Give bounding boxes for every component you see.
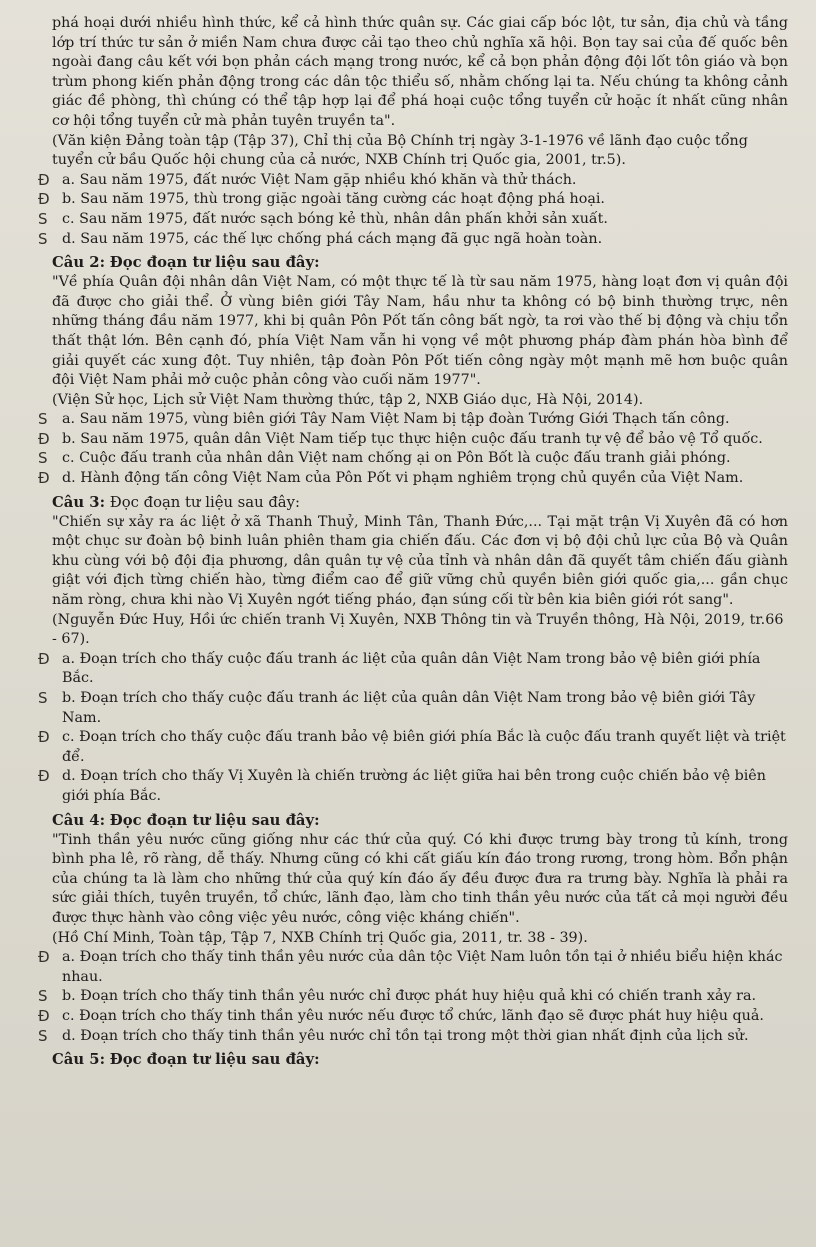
handwritten-mark: Đ [38, 429, 50, 448]
question-label: Câu 2: [52, 254, 106, 272]
answer-option [38, 1006, 788, 1027]
question-heading [52, 811, 788, 831]
answer-option [38, 987, 788, 1007]
answer-option [38, 410, 788, 430]
answer-text: d. Đoạn trích cho thấy Vị Xuyên là chiến trường ác liệt giữa hai bên trong cuộc chiến bảo vệ biên giới phía Bắc. [62, 768, 766, 804]
answer-option [38, 190, 788, 210]
answer-text: c. Đoạn trích cho thấy cuộc đấu tranh bảo vệ biên giới phía Bắc là cuộc đấu tranh quyết liệt và triệt để. [62, 729, 786, 765]
answer-text: b. Sau năm 1975, quân dân Việt Nam tiếp tục thực hiện cuộc đấu tranh tự vệ để bảo vệ Tổ quốc. [62, 430, 763, 447]
answer-text: a. Sau năm 1975, vùng biên giới Tây Nam Việt Nam bị tập đoàn Tướng Giới Thạch tấn công. [62, 411, 730, 428]
answer-text: a. Sau năm 1975, đất nước Việt Nam gặp nhiều khó khăn và thử thách. [62, 171, 577, 188]
passage-source: (Hồ Chí Minh, Toàn tập, Tập 7, NXB Chính trị Quốc gia, 2011, tr. 38 - 39). [52, 929, 588, 946]
answer-text: c. Sau năm 1975, đất nước sạch bóng kẻ thù, nhân dân phấn khởi sản xuất. [62, 210, 608, 227]
passage-text: "Tinh thần yêu nước cũng giống như các thứ của quý. Có khi được trưng bày trong tủ kính, trong bình pha lê, rõ ràng, dễ thấy. Nhưng cũng có khi cất giấu kín đáo trong rương, trong hòm. Bổn phận của chúng ta là làm cho những thứ của quý kín đáo ấy đều được đưa ra trưng bày. Nghĩa là phải ra sức giải thích, tuyên truyền, tổ chức, lãnh đạo, làm cho tinh thần yêu nước của tất cả mọi người đều được thực hành vào công việc yêu nước, công việc kháng chiến". [52, 831, 788, 926]
handwritten-mark: S [38, 689, 48, 707]
answer-option [38, 429, 788, 450]
handwritten-mark: Đ [38, 728, 50, 747]
answer-text: c. Đoạn trích cho thấy tinh thần yêu nước nếu được tổ chức, lãnh đạo sẽ được phát huy hiệu quả. [62, 1007, 764, 1024]
answer-text: a. Đoạn trích cho thấy cuộc đấu tranh ác liệt của quân dân Việt Nam trong bảo vệ biên giới phía Bắc. [62, 650, 761, 687]
answer-options [38, 170, 788, 249]
handwritten-mark: Đ [38, 948, 50, 967]
answer-text: b. Sau năm 1975, thù trong giặc ngoài tăng cường các hoạt động phá hoại. [62, 191, 605, 208]
answer-text: d. Đoạn trích cho thấy tinh thần yêu nước chỉ tồn tại trong một thời gian nhất định của lịch sử. [62, 1027, 749, 1044]
handwritten-mark: Đ [38, 767, 50, 786]
passage-text: "Chiến sự xảy ra ác liệt ở xã Thanh Thuỷ, Minh Tân, Thanh Đức,... Tại mặt trận Vị Xuyên đã có hơn một chục sư đoàn bộ binh luân phiên tham gia chiến đấu. Các đơn vị bộ đội chủ lực của Bộ và Quân khu cùng với bộ đội địa phương, dân quân tự vệ của tỉnh và nhân dân đã quyết tâm chiến đấu giành giật với địch từng chiến hào, từng điểm cao để giữ vững chủ quyền biên giới quốc gia,... gần chục năm ròng, chưa khi nào Vị Xuyên ngớt tiếng pháo, đạn súng cối từ bên kia biên giới rót sang". [52, 513, 788, 609]
answer-option [38, 689, 788, 728]
answer-option [38, 649, 788, 689]
handwritten-mark: S [38, 449, 48, 468]
question-instruction: Đọc đoạn tư liệu sau đây: [109, 254, 320, 272]
question-label: Câu 5: [52, 1051, 106, 1069]
answer-options [38, 948, 788, 1046]
question-instruction: Đọc đoạn tư liệu sau đây: [109, 493, 300, 511]
answer-text: d. Sau năm 1975, các thế lực chống phá cách mạng đã gục ngã hoàn toàn. [62, 230, 603, 247]
answer-text: b. Đoạn trích cho thấy tinh thần yêu nước chỉ được phát huy hiệu quả khi có chiến tranh xảy ra. [62, 988, 757, 1005]
handwritten-mark: Đ [38, 469, 50, 488]
passage-source: (Nguyễn Đức Huy, Hồi ức chiến tranh Vị Xuyên, NXB Thông tin và Truyền thông, Hà Nội, 2019, tr.66 - 67). [52, 611, 784, 648]
answer-text: c. Cuộc đấu tranh của nhân dân Việt nam chống ại on Pôn Bốt là cuộc đấu tranh giải phóng. [62, 450, 731, 467]
answer-option [38, 229, 788, 250]
answer-option [38, 449, 788, 469]
answer-option [38, 469, 788, 489]
handwritten-mark: Đ [38, 170, 50, 189]
answer-option [38, 170, 788, 191]
question-heading [52, 1050, 788, 1070]
answer-options [38, 410, 788, 488]
question-heading [52, 493, 788, 513]
answer-option [38, 209, 788, 230]
answer-option [38, 728, 788, 767]
answer-option [38, 1026, 788, 1047]
passage-source: (Văn kiện Đảng toàn tập (Tập 37), Chỉ thị của Bộ Chính trị ngày 3-1-1976 về lãnh đạo cuộc tổng tuyển cử bầu Quốc hội chung của cả nước, NXB Chính trị Quốc gia, 2001, tr.5). [52, 132, 748, 169]
answer-option [38, 948, 788, 987]
passage-text: "Về phía Quân đội nhân dân Việt Nam, có một thực tế là từ sau năm 1975, hàng loạt đơn vị quân đội đã được cho giải thể. Ở vùng biên giới Tây Nam, hầu như ta không có bộ binh thường trực, nên những tháng đầu năm 1977, khi bị quân Pôn Pốt tấn công bất ngờ, ta rơi vào thế bị động và chịu tổn thất thật lớn. Bên cạnh đó, phía Việt Nam vẫn hi vọng về một phương pháp đàm phán hòa bình để giải quyết các xung đột. Tuy nhiên, tập đoàn Pôn Pốt tiến công ngày một mạnh mẽ hơn buộc quân đội Việt Nam phải mở cuộc phản công vào cuối năm 1977". [52, 274, 788, 389]
handwritten-mark: S [38, 410, 48, 429]
question-heading [52, 253, 788, 273]
handwritten-mark: Đ [38, 190, 50, 209]
passage-source: (Viện Sử học, Lịch sử Việt Nam thường thức, tập 2, NXB Giáo dục, Hà Nội, 2014). [52, 391, 644, 408]
answer-text: b. Đoạn trích cho thấy cuộc đấu tranh ác liệt của quân dân Việt Nam trong bảo vệ biên giới Tây Nam. [62, 690, 756, 726]
question-instruction: Đọc đoạn tư liệu sau đây: [109, 1051, 320, 1069]
passage-text: phá hoại dưới nhiều hình thức, kể cả hình thức quân sự. Các giai cấp bóc lột, tư sản, địa chủ và tầng lớp trí thức tư sản ở miền Nam chưa được cải tạo theo chủ nghĩa xã hội. Bọn tay sai của đế quốc bên ngoài đang câu kết với bọn phản cách mạng trong nước, kể cả bọn phản động đội lốt tôn giáo và bọn trùm phong kiến phản động trong các dân tộc thiểu số, nhằm chống lại ta. Nếu chúng ta không cảnh giác đề phòng, thì chúng có thể tập hợp lại để phá hoại cuộc tổng tuyển cử hoặc ít nhất cũng nhân cơ hội tổng tuyển cử mà phản tuyên truyền ta". [52, 15, 788, 129]
answer-text: d. Hành động tấn công Việt Nam của Pôn Pốt vi phạm nghiêm trọng chủ quyền của Việt Nam. [62, 470, 744, 487]
handwritten-mark: S [38, 1026, 48, 1045]
answer-option [38, 767, 788, 806]
answer-options [38, 649, 788, 807]
question-label: Câu 3: [52, 493, 106, 511]
handwritten-mark: S [38, 229, 48, 248]
handwritten-mark: Đ [38, 649, 50, 668]
handwritten-mark: Đ [38, 1006, 50, 1025]
question-label: Câu 4: [52, 811, 106, 829]
handwritten-mark: S [38, 987, 48, 1006]
question-instruction: Đọc đoạn tư liệu sau đây: [109, 811, 320, 829]
answer-text: a. Đoạn trích cho thấy tinh thần yêu nước của dân tộc Việt Nam luôn tồn tại ở nhiều biểu hiện khác nhau. [62, 949, 783, 985]
handwritten-mark: S [38, 209, 48, 228]
